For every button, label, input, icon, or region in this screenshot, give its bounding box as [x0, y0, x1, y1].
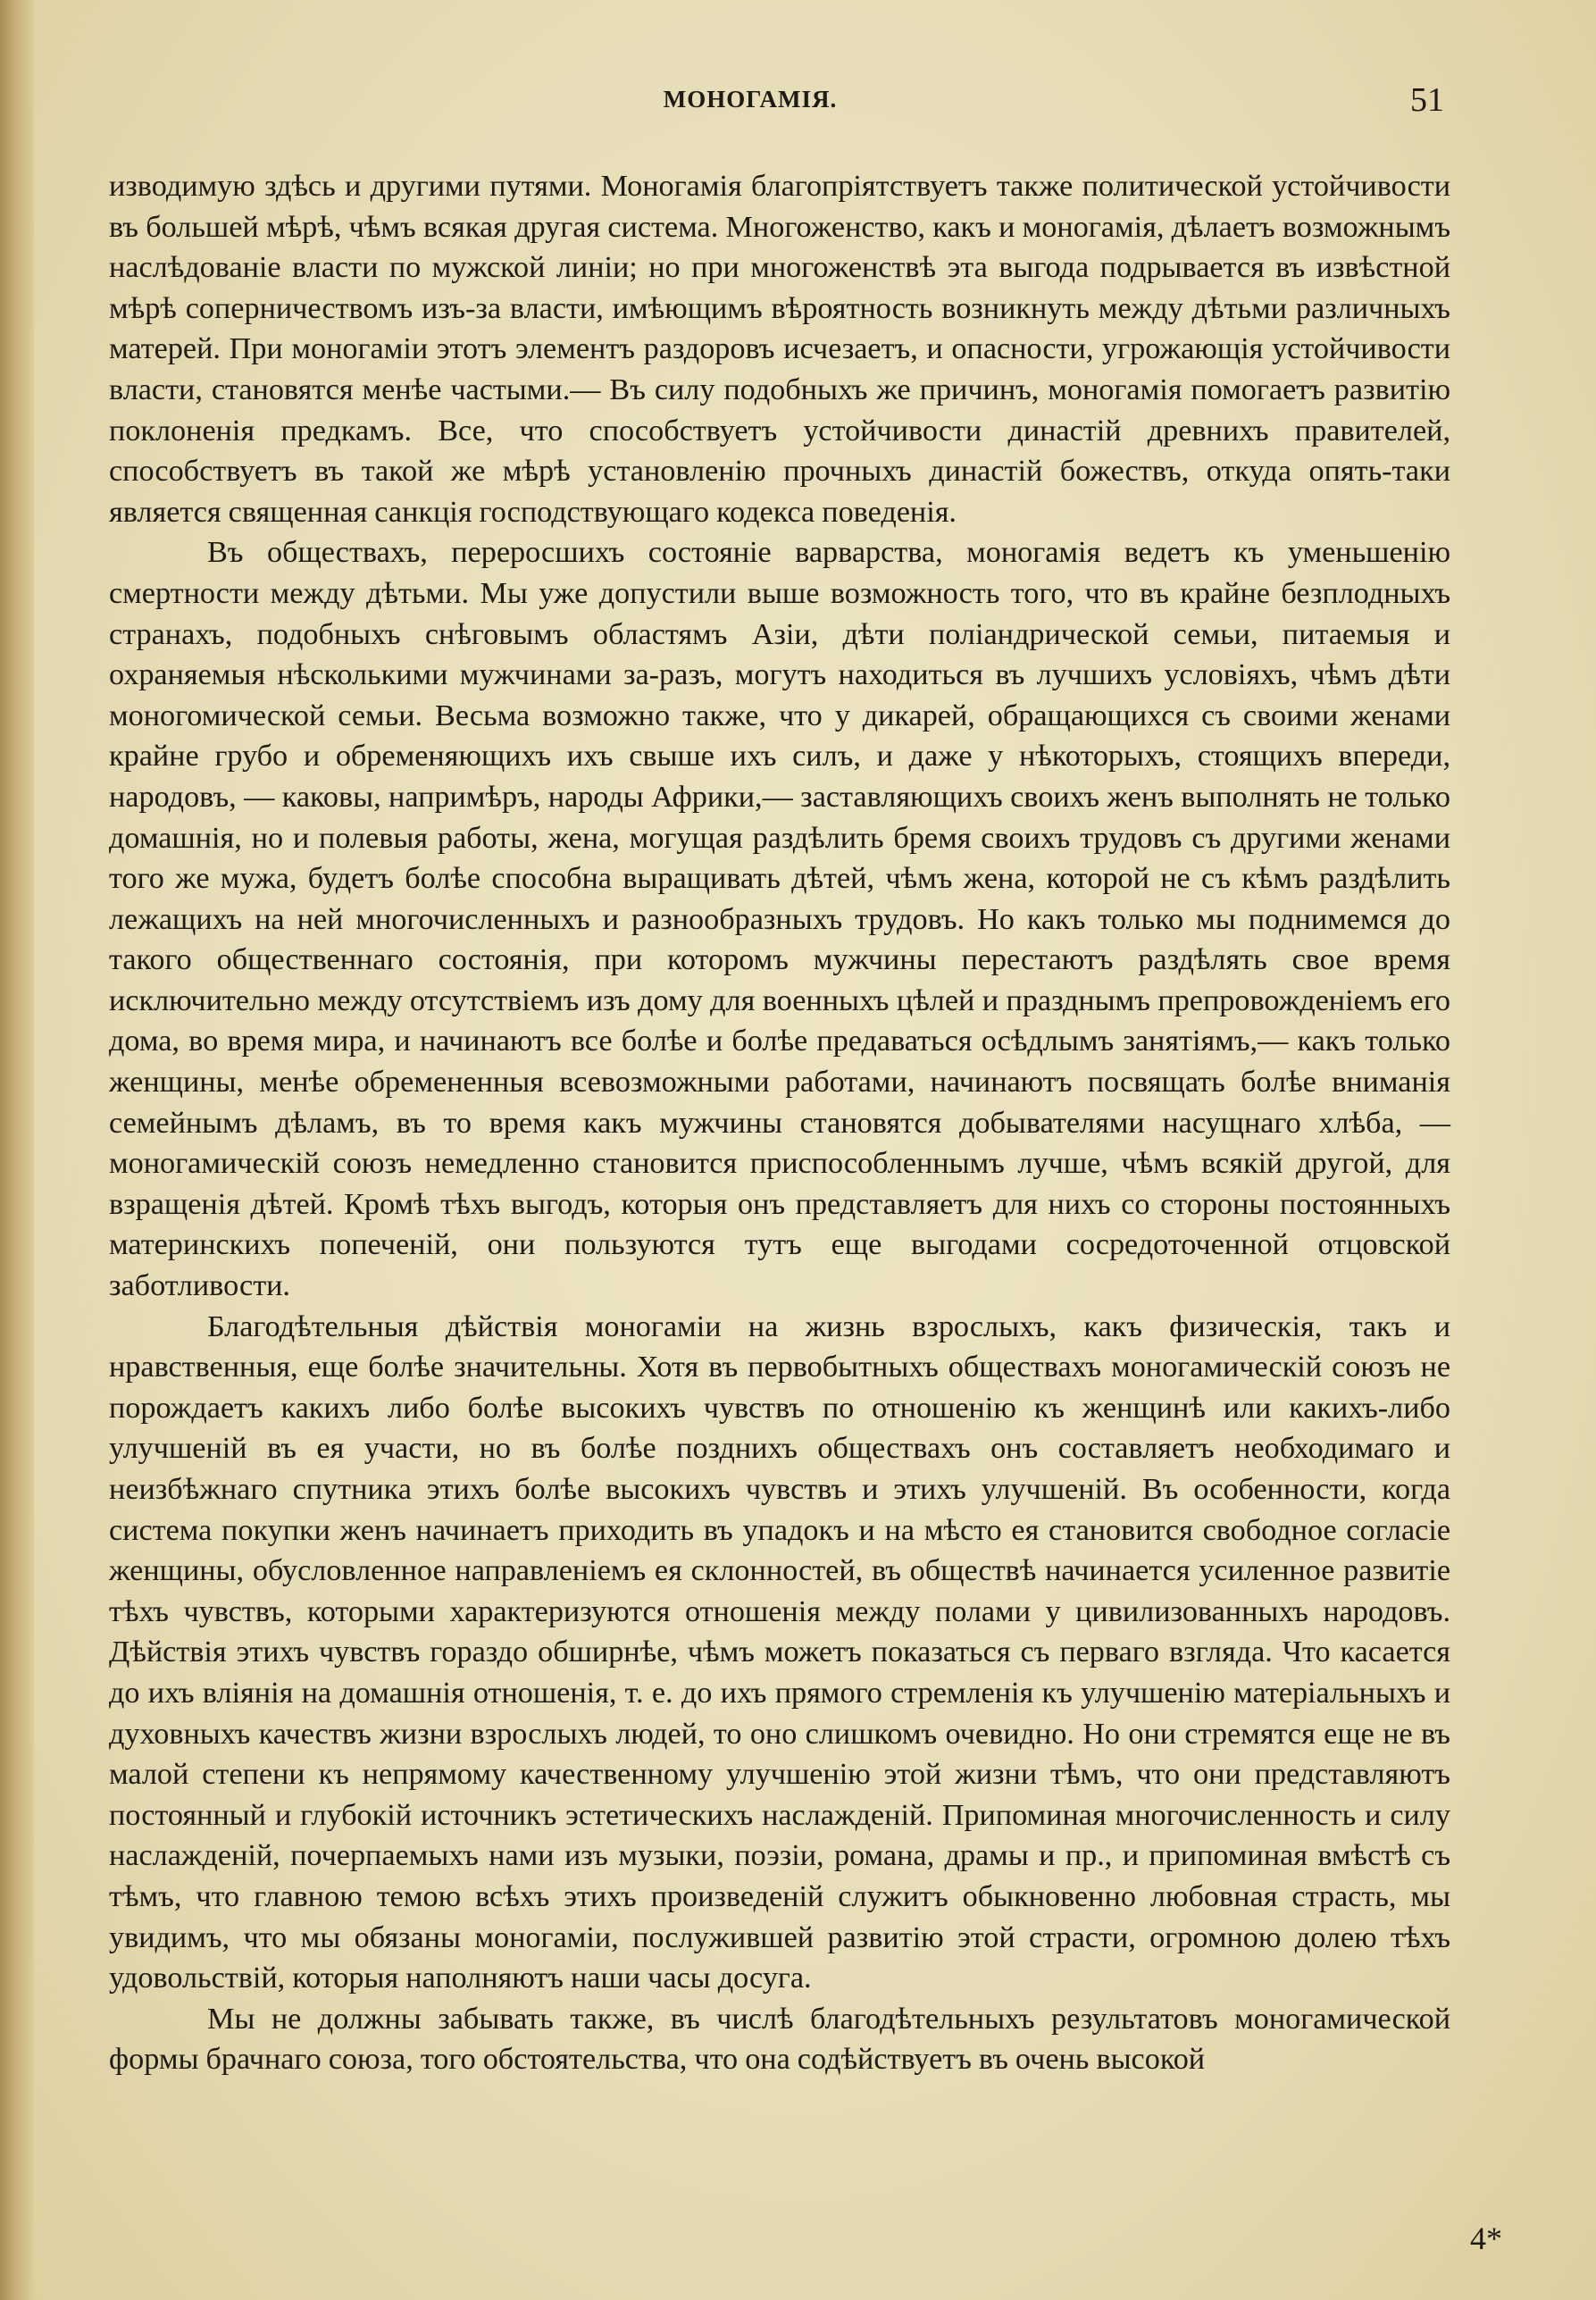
printer-signature-mark: 4*: [1470, 2221, 1502, 2256]
paragraph-continuation: изводимую здѣсь и другими путями. Моногамія благопріятствуетъ также политической устойчивости въ большей мѣрѣ, чѣмъ всякая другая система. Многоженство, какъ и моногамія, дѣлаетъ возможнымъ наслѣдованіе власти по мужской линіи; но при многоженствѣ эта выгода подрывается въ извѣстной мѣрѣ соперничествомъ изъ-за власти, имѣющимъ вѣроятность возникнуть между дѣтьми различныхъ матерей. При моногаміи этотъ элементъ раздоровъ исчезаетъ, и опасности, угрожающія устойчивости власти, становятся менѣе частыми.— Въ силу подобныхъ же причинъ, моногамія помогаетъ развитію поклоненія предкамъ. Все, что способствуетъ устойчивости династій древнихъ правителей, способствуетъ въ такой же мѣрѣ установленію прочныхъ династій божествъ, откуда опять-таки является священная санкція господствующаго кодекса поведенія.: [109, 170, 1450, 529]
paragraph: Въ обществахъ, переросшихъ состояніе варварства, моногамія ведетъ къ уменьшенію смертности между дѣтьми. Мы уже допустили выше возможность того, что въ крайне безплодныхъ странахъ, подобныхъ снѣговымъ областямъ Азіи, дѣти поліандрической семьи, питаемыя и охраняемыя нѣсколькими мужчинами за-разъ, могутъ находиться въ лучшихъ условіяхъ, чѣмъ дѣти моногомической семьи. Весьма возможно также, что у дикарей, обращающихся съ своими женами крайне грубо и обременяющихъ ихъ свыше ихъ силъ, и даже у нѣкоторыхъ, стоящихъ впереди, народовъ, — каковы, напримѣръ, народы Африки,— заставляющихъ своихъ женъ выполнять не только домашнія, но и полевыя работы, жена, могущая раздѣлить бремя своихъ трудовъ съ другими женами того же мужа, будетъ болѣе способна выращивать дѣтей, чѣмъ жена, которой не съ кѣмъ раздѣлить лежащихъ на ней многочисленныхъ и разнообразныхъ трудовъ. Но какъ только мы поднимемся до такого общественнаго состоянія, при которомъ мужчины перестаютъ раздѣлять свое время исключительно между отсутствіемъ изъ дому для военныхъ цѣлей и празднымъ препровожденіемъ его дома, во время мира, и начинаютъ все болѣе и болѣе предаваться осѣдлымъ занятіямъ,— какъ только женщины, менѣе обремененныя всевозможными работами, начинаютъ посвящать болѣе вниманія семейнымъ дѣламъ, въ то время какъ мужчины становятся добывателями насущнаго хлѣба, — моногамическій союзъ немедленно становится приспособленнымъ лучше, чѣмъ всякій другой, для взращенія дѣтей. Кромѣ тѣхъ выгодъ, которыя онъ представляетъ для нихъ со стороны постоянныхъ материнскихъ попеченій, они пользуются тутъ еще выгодами сосредоточенной отцовской заботливости.: [109, 536, 1450, 1303]
page-binding-edge: [0, 0, 34, 2300]
page-number: 51: [1410, 81, 1444, 119]
page-header: [107, 80, 1451, 125]
running-title: МОНОГАМІЯ.: [663, 86, 838, 113]
paragraph: Благодѣтельныя дѣйствія моногаміи на жизнь взрослыхъ, какъ физическія, такъ и нравственныя, еще болѣе значительны. Хотя въ первобытныхъ обществахъ моногамическій союзъ не порождаетъ какихъ либо болѣе высокихъ чувствъ по отношенію къ женщинѣ или какихъ-либо улучшеній въ ея участи, но въ болѣе позднихъ обществахъ онъ составляетъ необходимаго и неизбѣжнаго спутника этихъ болѣе высокихъ чувствъ и этихъ улучшеній. Въ особенности, когда система покупки женъ начинаетъ приходить въ упадокъ и на мѣсто ея становится свободное согласіе женщины, обусловленное направленіемъ ея склонностей, въ обществѣ начинается усиленное развитіе тѣхъ чувствъ, которыми характеризуются отношенія между полами у цивилизованныхъ народовъ. Дѣйствія этихъ чувствъ гораздо обширнѣе, чѣмъ можетъ показаться съ перваго взгляда. Что касается до ихъ вліянія на домашнія отношенія, т. е. до ихъ прямого стремленія къ улучшенію матеріальныхъ и духовныхъ качествъ жизни взрослыхъ людей, то оно слишкомъ очевидно. Но они стремятся еще не въ малой степени къ непрямому качественному улучшенію этой жизни тѣмъ, что они представляютъ постоянный и глубокій источникъ эстетическихъ наслажденій. Припоминая многочисленность и силу наслажденій, почерпаемыхъ нами изъ музыки, поэзіи, романа, драмы и пр., и припоминая вмѣстѣ съ тѣмъ, что главною темою всѣхъ этихъ произведеній служитъ обыкновенно любовная страсть, мы увидимъ, что мы обязаны моногаміи, послужившей развитію этой страсти, огромною долею тѣхъ удовольствій, которыя наполняютъ наши часы досуга.: [109, 1309, 1450, 1995]
paragraph: Мы не должны забывать также, въ числѣ благодѣтельныхъ результатовъ моногамической формы брачнаго союза, того обстоятельства, что она содѣйствуетъ въ очень высокой: [109, 2002, 1450, 2077]
body-text: [109, 166, 1450, 2080]
